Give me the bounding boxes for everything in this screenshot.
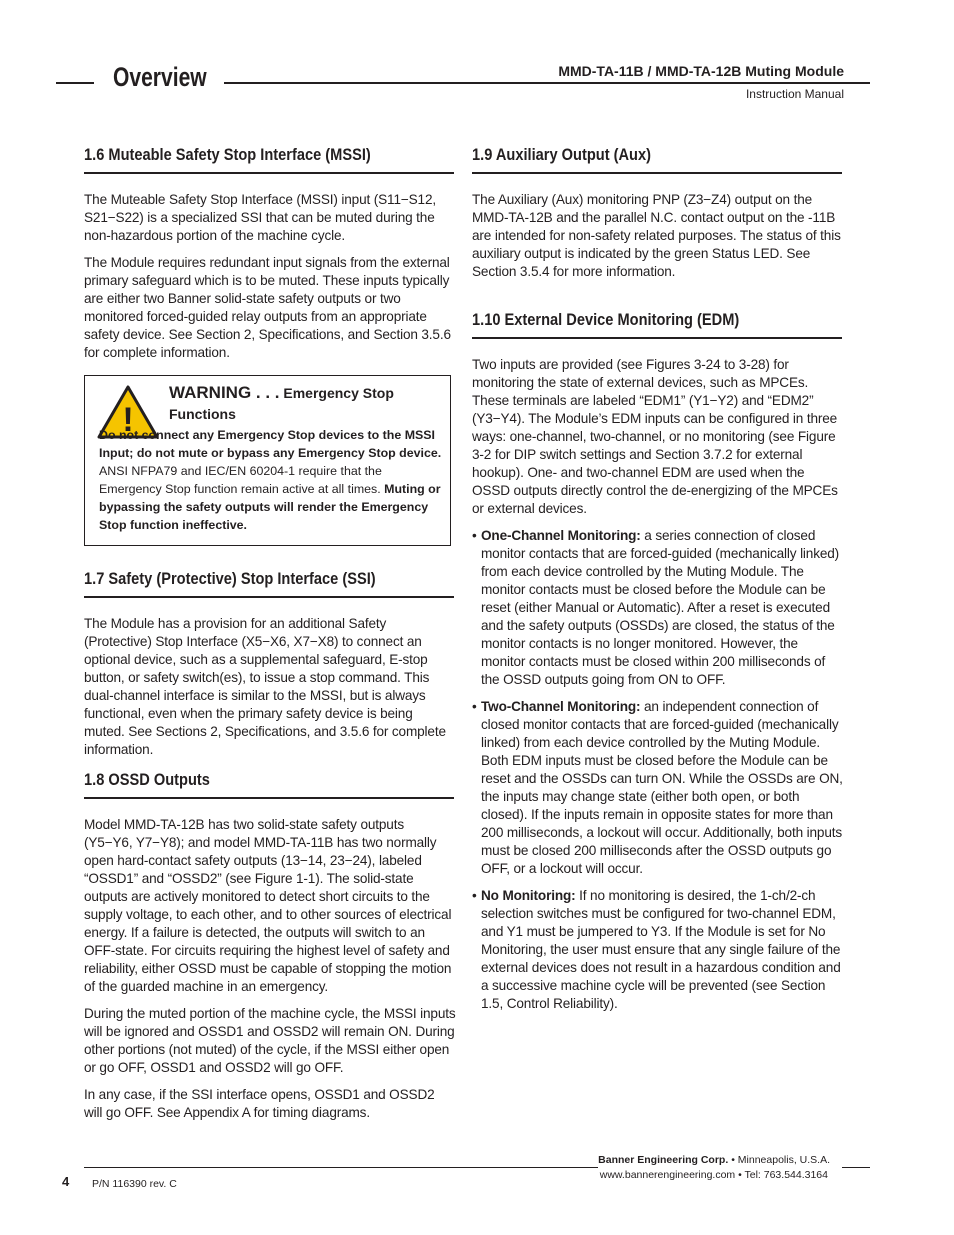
section-title: Overview bbox=[113, 62, 207, 92]
section-1-6 bbox=[84, 144, 456, 362]
paragraph: Model MMD-TA-12B has two solid-state safety outputs (Y5−Y6, Y7−Y8); and model MMD-TA-11B has two normally open hard-contact safety outputs (13−14, 23−24), labeled “OSSD1” and “OSSD2” (see Figure 1-1). The solid-state outputs are actively monitored to detect short circuits to the supply voltage, to each other, and to other sources of electrical energy. If a failure is detected, the outputs will switch to an OFF-state. For circuits requiring the highest level of safety and reliability, either OSSD must be capable of stopping the motion of the guarded machine in an emergency. bbox=[84, 817, 452, 994]
doc-subtitle: Instruction Manual bbox=[745, 87, 844, 101]
section-heading: 1.7 Safety (Protective) Stop Interface (SSI) bbox=[84, 569, 376, 588]
heading-rule bbox=[472, 337, 842, 339]
paragraph: Two inputs are provided (see Figures 3-24 to 3-28) for monitoring the state of external devices, such as MPCEs. These terminals are labeled “EDM1” (Y1−Y2) and “EDM2” (Y3−Y4). The Module’s EDM inputs can be configured in three ways: one-channel, two-channel, or no monitoring (see Figure 3-2 for DIP switch settings and Section 3.7.2 for external hookup). One- and two-channel EDM are used when the OSSD outputs directly control the de-energizing of the MPCEs or external devices. bbox=[472, 357, 838, 516]
warning-heading bbox=[169, 383, 439, 425]
section-1-8 bbox=[84, 769, 456, 1122]
bullet-text: an independent connection of closed monitor contacts that are forced-guided (mechanically linked) from each device controlled by the Muting Module. Both EDM inputs must be closed before the Module can be reset and the OSSDs can turn ON. While the OSSDs are ON, the inputs may change state (either both open, or both closed). If the inputs remain in opposite states for more than 200 milliseconds, a lockout will occur. Additionally, both inputs must be closed 200 milliseconds after the OSSD outputs go OFF, or a lockout will occur. bbox=[481, 699, 843, 876]
section-heading: 1.9 Auxiliary Output (Aux) bbox=[472, 145, 651, 164]
footer-company-line bbox=[598, 1154, 830, 1166]
header-rule-right bbox=[224, 82, 870, 84]
bullet-title: No Monitoring: bbox=[481, 888, 576, 903]
paragraph: In any case, if the SSI interface opens, OSSD1 and OSSD2 will go OFF. See Appendix A for timing diagrams. bbox=[84, 1087, 435, 1120]
paragraph: During the muted portion of the machine cycle, the MSSI inputs will be ignored and OSSD1 and OSSD2 will remain ON. During other portions (not muted) of the cycle, if the MSSI either open or go OFF, OSSD1 and OSSD2 will go OFF. bbox=[84, 1006, 456, 1075]
warning-label: WARNING . . . bbox=[169, 383, 280, 402]
doc-title: MMD-TA-11B / MMD-TA-12B Muting Module bbox=[558, 63, 844, 79]
bullet-dot: • bbox=[472, 699, 477, 714]
header-rule-left bbox=[56, 82, 94, 84]
section-heading: 1.10 External Device Monitoring (EDM) bbox=[472, 310, 740, 329]
warning-bold-text-2: Muting or bypassing the safety outputs will render the Emergency Stop function ineffective. bbox=[99, 482, 441, 532]
heading-rule bbox=[84, 596, 454, 598]
footer-rule-left bbox=[84, 1167, 598, 1168]
footer-contact: www.bannerengineering.com • Tel: 763.544.3164 bbox=[599, 1169, 828, 1181]
heading-rule bbox=[84, 797, 454, 799]
warning-normal-text: ANSI NFPA79 and IEC/EN 60204-1 require that the Emergency Stop function remain active at all times. bbox=[99, 464, 385, 496]
bullet-title: Two-Channel Monitoring: bbox=[481, 699, 641, 714]
company-name: Banner Engineering Corp. bbox=[598, 1154, 729, 1166]
warning-box bbox=[84, 375, 451, 546]
paragraph: The Module has a provision for an additional Safety (Protective) Stop Interface (X5−X6, X7−X8) to connect an optional device, such as a supplemental safeguard, E-stop button, or safety switch(es), to issue a stop command. This dual-channel interface is similar to the MSSI, but is always functional, even when the primary safety device is being muted. See Sections 2, Specifications, and 3.5.6 for complete information. bbox=[84, 616, 446, 757]
heading-rule bbox=[472, 172, 842, 174]
paragraph: The Module requires redundant input signals from the external primary safeguard which is to be muted. These inputs typically are either two Banner solid-state safety outputs or two monitored forced-guided relay outputs from an appropriate safety device. See Section 2, Specifications, and Section 3.5.6 for complete information. bbox=[84, 255, 451, 360]
warning-body bbox=[99, 426, 443, 534]
bullet-item bbox=[472, 887, 844, 1013]
section-1-10 bbox=[472, 309, 844, 1013]
part-number: P/N 116390 rev. C bbox=[92, 1178, 177, 1190]
section-heading: 1.6 Muteable Safety Stop Interface (MSSI) bbox=[84, 145, 371, 164]
bullet-title: One-Channel Monitoring: bbox=[481, 528, 641, 543]
bullet-item bbox=[472, 527, 844, 689]
heading-rule bbox=[84, 172, 454, 174]
page-number: 4 bbox=[62, 1174, 70, 1189]
footer-rule-right bbox=[842, 1167, 870, 1168]
warning-bold-text: Do not connect any Emergency Stop devices to the MSSI Input; do not mute or bypass any Emergency Stop device. bbox=[99, 428, 442, 460]
paragraph: The Muteable Safety Stop Interface (MSSI) input (S11−S12, S21−S22) is a specialized SSI that can be muted during the non-hazardous portion of the machine cycle. bbox=[84, 192, 437, 243]
bullet-text: a series connection of closed monitor contacts that are forced-guided (mechanically linked) from each device controlled by the Muting Module. The monitor contacts must be closed before the Module can be reset (either Manual or Automatic). After a reset is executed and the safety outputs (OSSDs) are closed, the status of the monitor contacts is no longer monitored. However, the monitor contacts must be closed within 200 milliseconds of the OSSD outputs going from ON to OFF. bbox=[481, 528, 840, 687]
warning-title-line2: Functions bbox=[169, 406, 236, 422]
bullet-item bbox=[472, 698, 844, 878]
section-1-7 bbox=[84, 568, 456, 759]
section-heading: 1.8 OSSD Outputs bbox=[84, 770, 210, 789]
bullet-dot: • bbox=[472, 888, 477, 903]
bullet-text: If no monitoring is desired, the 1-ch/2-ch selection switches must be configured for two-channel EDM, and Y1 must be jumpered to Y3. If the Module is set for No Monitoring, the user must ensure that any single failure of the external devices does not result in a hazardous condition and a successive machine cycle will be prevented (see Section 1.5, Control Reliability). bbox=[481, 888, 841, 1011]
svg-text:!: ! bbox=[122, 401, 134, 439]
section-1-9 bbox=[472, 144, 844, 281]
company-location: • Minneapolis, U.S.A. bbox=[728, 1154, 830, 1166]
bullet-dot: • bbox=[472, 528, 477, 543]
paragraph: The Auxiliary (Aux) monitoring PNP (Z3−Z4) output on the MMD-TA-12B and the parallel N.C. contact output on the -11B are intended for non-safety related purposes. The status of this auxiliary output is indicated by the green Status LED. See Section 3.5.4 for more information. bbox=[472, 192, 841, 279]
warning-title: Emergency Stop bbox=[279, 385, 394, 401]
